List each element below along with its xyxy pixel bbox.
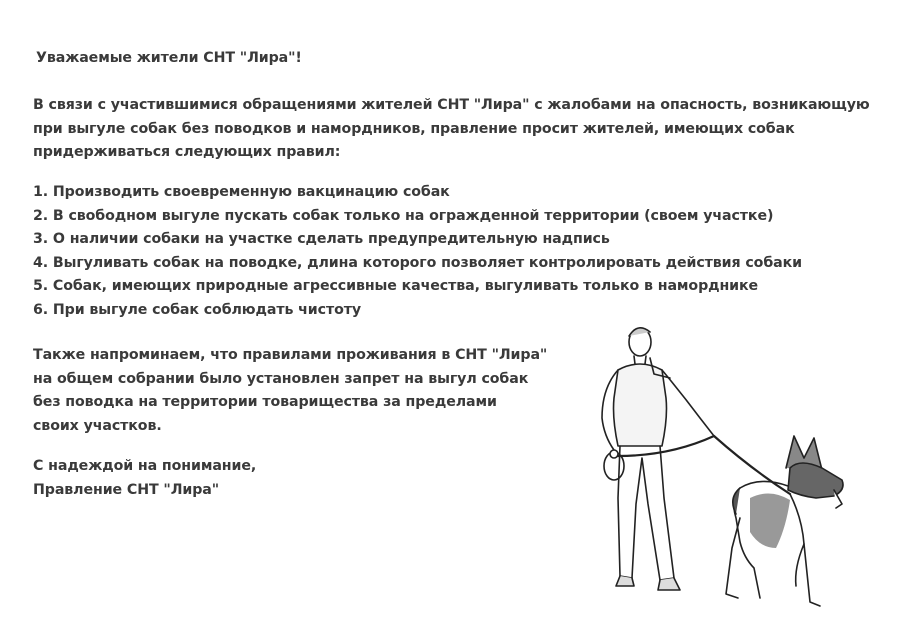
closing-line: С надеждой на понимание,: [33, 458, 257, 474]
rule-item: 2. В свободном выгуле пускать собак только на огражденной территории (своем участке): [33, 207, 774, 224]
closing-line: Правление СНТ "Лира": [33, 481, 220, 498]
man-walking-dog-illustration: [590, 318, 890, 618]
intro-paragraph: [33, 94, 870, 165]
closing-signature: [33, 455, 256, 502]
reminder-line: без поводка на территории товарищества за пределами: [33, 394, 497, 410]
rule-item: 1. Производить своевременную вакцинацию собак: [33, 184, 450, 200]
rule-item: 6. При выгуле собак соблюдать чистоту: [33, 301, 361, 318]
man-figure: [602, 328, 714, 590]
rule-item: 5. Собак, имеющих природные агрессивные качества, выгуливать только в наморднике: [33, 278, 759, 294]
intro-line: придерживаться следующих правил:: [33, 144, 341, 160]
rules-list: [33, 181, 802, 322]
rule-item: 4. Выгуливать собак на поводке, длина которого позволяет контролировать действия собаки: [33, 254, 802, 271]
reminder-line: Также напроминаем, что правилами проживания в СНТ "Лира": [33, 347, 548, 363]
reminder-line: на общем собрании было установлен запрет на выгул собак: [33, 370, 529, 387]
reminder-line: своих участков.: [33, 417, 162, 434]
intro-line: при выгуле собак без поводков и намордников, правление просит жителей, имеющих собак: [33, 120, 795, 137]
reminder-paragraph: [33, 344, 547, 438]
greeting-heading: Уважаемые жители СНТ "Лира"!: [36, 50, 302, 66]
intro-line: В связи с участившимися обращениями жителей СНТ "Лира" с жалобами на опасность, возникающую: [33, 97, 870, 113]
rule-item: 3. О наличии собаки на участке сделать предупредительную надпись: [33, 231, 610, 247]
